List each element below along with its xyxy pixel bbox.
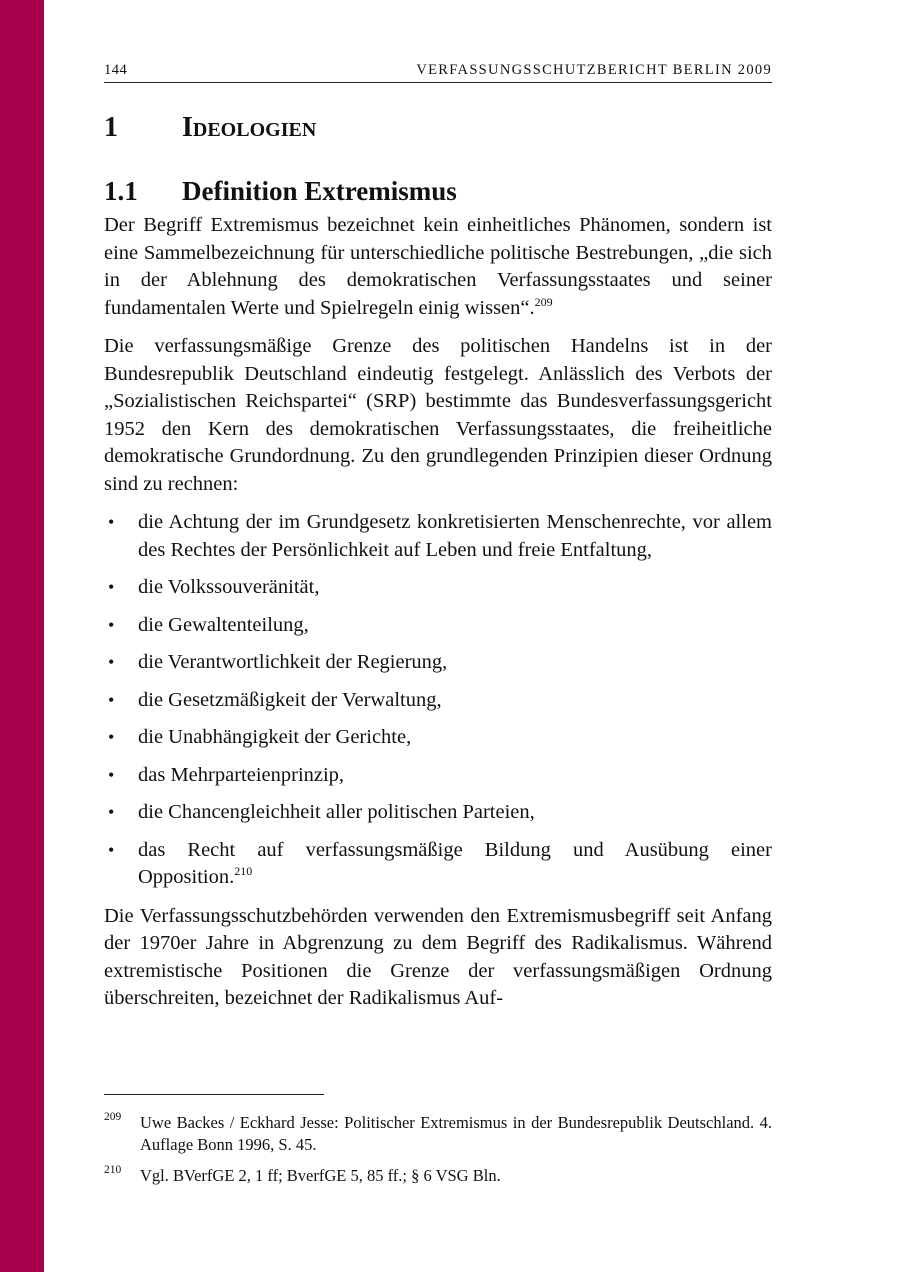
bullet-icon: • bbox=[108, 764, 115, 785]
paragraph: Die Verfassungsschutzbehörden verwenden den Extremismusbegriff seit Anfang der 1970er Jahre in Abgrenzung zu dem Begriff des Radikalismus. Während extremistische Positionen die Grenze der verfassungsmäßigen Ordnung überschreiten, bezeichnet der Radikalismus Auf- bbox=[104, 904, 772, 1009]
list-item-text: das Recht auf verfassungsmäßige Bildung und Ausübung einer Opposition. bbox=[138, 838, 772, 888]
footnote-divider bbox=[104, 1094, 324, 1095]
paragraph bbox=[104, 212, 772, 322]
list-item-text: das Mehrparteienprinzip, bbox=[138, 763, 345, 786]
list-item bbox=[104, 574, 772, 602]
list-item bbox=[104, 509, 772, 564]
list-item bbox=[104, 762, 772, 790]
bullet-icon: • bbox=[108, 689, 115, 710]
footnote-number: 210 bbox=[104, 1164, 122, 1176]
side-color-bar bbox=[0, 0, 44, 1272]
running-header bbox=[104, 62, 772, 83]
bullet-icon: • bbox=[108, 512, 115, 532]
list-item-text: die Unabhängigkeit der Gerichte, bbox=[138, 726, 412, 748]
footnote bbox=[104, 1112, 772, 1156]
chapter-title: Ideologien bbox=[182, 112, 317, 143]
principles-list bbox=[104, 509, 772, 892]
list-item bbox=[104, 649, 772, 677]
list-item-text: die Chancengleichheit aller politischen Parteien, bbox=[138, 801, 535, 823]
section-number: 1.1 bbox=[104, 176, 138, 206]
footnote-text: Uwe Backes / Eckhard Jesse: Politischer Extremismus in der Bundesrepublik Deutschland. 4. Auflage Bonn 1996, S. 45. bbox=[140, 1113, 772, 1154]
footnote bbox=[104, 1165, 772, 1187]
chapter-number: 1 bbox=[104, 112, 118, 143]
list-item bbox=[104, 799, 772, 827]
footnote-reference: 210 bbox=[234, 864, 253, 879]
list-item-text: die Verantwortlichkeit der Regierung, bbox=[138, 651, 448, 673]
footnotes bbox=[104, 1112, 772, 1196]
paragraph-text: Der Begriff Extremismus bezeichnet kein einheitliches Phänomen, sondern ist eine Sammelbezeichnung für unterschiedliche politische Bestrebungen, „die sich in der Ablehnung des demokratischen Verfassungsstaates und seiner fundamentalen Werte und Spielregeln einig wissen“. bbox=[104, 214, 772, 319]
list-item-text: die Volkssouveränität, bbox=[138, 576, 320, 598]
list-item bbox=[104, 837, 772, 892]
list-item-text: die Gesetzmäßigkeit der Verwaltung, bbox=[138, 688, 442, 711]
footnote-text: Vgl. BVerfGE 2, 1 ff; BverfGE 5, 85 ff.; § 6 VSG Bln. bbox=[140, 1166, 501, 1185]
bullet-icon: • bbox=[108, 727, 115, 747]
bullet-icon: • bbox=[108, 614, 115, 635]
footnote-reference: 209 bbox=[534, 294, 553, 309]
paragraph: Die verfassungsmäßige Grenze des politischen Handelns ist in der Bundesrepublik Deutschland eindeutig festgelegt. Anlässlich des Verbots der „Sozialistischen Reichspartei“ (SRP) bestimmte das Bundesverfassungsgericht 1952 den Kern des demokratischen Verfassungsstaates, die freiheitliche demokratische Grundordnung. Zu den grundlegenden Prinzipien dieser Ordnung sind zu rechnen: bbox=[104, 335, 772, 495]
list-item bbox=[104, 612, 772, 640]
list-item bbox=[104, 687, 772, 715]
section-heading bbox=[104, 172, 457, 210]
list-item bbox=[104, 724, 772, 752]
list-item-text: die Achtung der im Grundgesetz konkretisierten Menschenrechte, vor allem des Rechtes der Persönlichkeit auf Leben und freie Entfaltung, bbox=[138, 511, 772, 561]
bullet-icon: • bbox=[108, 802, 115, 822]
bullet-icon: • bbox=[108, 839, 115, 860]
body-text bbox=[104, 212, 772, 1024]
bullet-icon: • bbox=[108, 577, 115, 597]
list-item-text: die Gewaltenteilung, bbox=[138, 613, 309, 636]
bullet-icon: • bbox=[108, 652, 115, 672]
footnote-number: 209 bbox=[104, 1111, 122, 1123]
section-title: Definition Extremismus bbox=[182, 176, 457, 206]
running-title: VERFASSUNGSSCHUTZBERICHT BERLIN 2009 bbox=[416, 62, 772, 78]
page-number: 144 bbox=[104, 62, 128, 78]
chapter-heading bbox=[104, 108, 316, 148]
